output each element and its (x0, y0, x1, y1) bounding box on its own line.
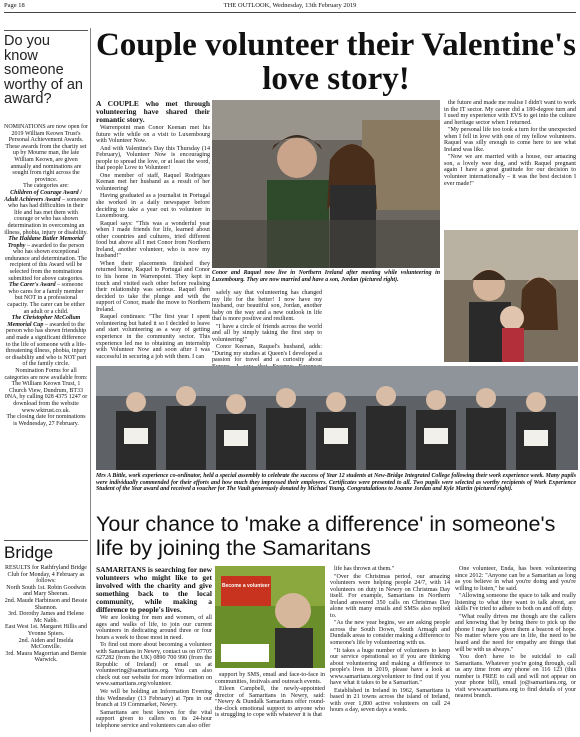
article-paragraph: Raquel says: "This was a wonderful year when I made friends for life, learned about other countries and cultures, tried different food but above all I met Conor from Northern Ireland, another volunteer, who is now my husband!" (96, 220, 210, 260)
article2-col3 (330, 566, 450, 736)
article-paragraph: Raquel continues: "The first year I spent volunteering but hated it so I decided to leave and start volunteering as a way of getting experience in the community sector. This experience led me to obtaining an internship with Volunteer Now and soon after I was successful in securing a job with them. I can (96, 314, 210, 360)
article1-col1 (96, 99, 210, 360)
article2-col2 (215, 672, 325, 736)
article-paragraph: the future and made me realise I didn't want to work in the IT sector. My career did a 180-degree turn and I used my experience with EVS to get into the culture and heritage sector when I returned. (444, 100, 576, 126)
article-paragraph: Eileen Campbell, the newly-appointed director of Samaritans in Newry, said: "Newry & Dundalk Samaritans offer round-the-clock emotional support to anyone who is struggling to cope with whatever it is that (215, 686, 325, 719)
bridge-result: 3rd. Dorothy James and Helene Mc Nabb. (8, 611, 84, 624)
awards-paragraph: The categories are: (23, 183, 69, 190)
poster-caption: Become a volunteer (222, 583, 270, 589)
awards-text (4, 124, 88, 427)
school-group-photo (96, 366, 578, 470)
masthead: THE OUTLOOK, Wednesday, 13th February 2019 (223, 2, 357, 9)
family-photo (444, 230, 578, 362)
article-paragraph: We will be holding an Information Evening this Wednesday (13 February) at 7pm in our branch at 19 Cornmarket, Newry. (96, 689, 212, 709)
article-paragraph: Established in Ireland in 1962, Samaritans is based in 21 towns across the island of Ireland, with over 1,800 active volunteers on call 24 hours a day, seven days a week. (330, 687, 450, 714)
article-paragraph: Samaritans are best known for the vital support given to callers on its 24-hour telephone service and volunteers can also offer (96, 709, 212, 729)
bridge-result: 2nd. Maude Harbinson and Bessie Shannon. (4, 597, 88, 611)
article1-col2 (212, 290, 322, 362)
article1-col3 (444, 100, 576, 228)
article1-lead: A COUPLE who met through volunteering have shared their romantic story. (96, 99, 210, 124)
article-paragraph: "Now we are married with a house, our amazing son, a lovely wee dog, and with Raquel pregnant again I have a great gratitude for our decision to volunteer internationally – it was the best decision I ever made!" (444, 154, 576, 187)
category-text: – someone who has had difficulties in their life and has met them with courage or who has shown determination in overcoming an illness, phobia, injury or disability. (4, 196, 88, 236)
sidebar-divider (90, 28, 91, 732)
bridge-result: 2nd. Aiden and Imelda McConville. (18, 637, 74, 651)
awards-paragraph: These awards from the charity set up by Mourne man, the late William Keown, are given annually and nominations are sought from right across the province. (5, 143, 87, 183)
article-paragraph: "It takes a huge number of volunteers to keep our service operational so if you are thinking about volunteering and making a difference to people's lives in 2019, please have a look at www.samaritans.org/volunteer to find out if you have what it takes to be a Samaritan." (330, 647, 450, 687)
closing-paragraph: Nomination Forms for all categories are now available from: (4, 367, 88, 381)
article2-col1 (96, 566, 212, 736)
closing-paragraph: The closing date for nominations is Wednesday, 27 February. (6, 414, 86, 427)
page-number: Page 18 (4, 2, 25, 9)
bridge-result: East West 1st. Margaret Hillis and Yvonne Spiers. (5, 624, 87, 637)
article-paragraph: support by SMS, email and face-to-face in communities, festivals and outreach events. (215, 672, 325, 685)
closing-paragraph: The William Keown Trust, 1 Church View, Dundrum, BT33 0NA, by calling 028 4375 1247 or download from the website www.wktrust.co.uk. (4, 381, 88, 414)
category-name: The Haldane Butler Memorial Trophy (7, 236, 84, 249)
sidebar-question: Do you know someone worthy of an award? (4, 33, 83, 107)
bridge-heading: Bridge (4, 543, 54, 562)
samaritans-poster (215, 566, 325, 668)
article-paragraph: When their placements finished they returned home, Raquel to Portugal and Conor to his home in Warrenpoint. They kept in touch and visited each other before realising their relationship was serious. Raquel then decided to take the plunge and with the support of Conor, made the move to Northern Ireland. (96, 260, 210, 313)
article-paragraph: One volunteer, Enda, has been volunteering since 2012: "Anyone can be a Samaritan as long as you believe in what you're doing and you're willing to listen," he said. (455, 566, 576, 592)
article-paragraph: And with Valentine's Day this Thursday (14 February), Volunteer Now is encouraging people to spread the love, or at least the word, that people Love to Volunteer! (96, 145, 210, 172)
article-paragraph: "As the new year begins, we are asking people across the South Down, South Armagh and Dundalk areas to consider making a difference to someone's life by volunteering with us. (330, 620, 450, 647)
article-paragraph: Warrenpoint man Conor Keenan met his future wife while on a visit to Luxembourg with Volunteer Now. (96, 125, 210, 145)
category-text: – awarded to the person who has shown exceptional endurance and determination. The recipient of this Award will be selected from the nominations submitted for above categories. (5, 242, 87, 282)
category-name: Children of Courage Award / Adult Achievers Award (4, 189, 82, 203)
article-paragraph: "I have a circle of friends across the world and all by simply taking the first step to volunteering!" (212, 323, 322, 343)
article1-headline: Couple volunteer their Valentine's love story! (95, 27, 577, 97)
article-paragraph: "Over the Christmas period, our amazing volunteers were helping people 24/7, with 14 volunteers on duty in Newry on Christmas Day itself. For example, Samaritans in Northern Ireland answered 350 calls on Christmas Day alone with many emails and SMSs also replied to. (330, 573, 450, 619)
page-header (0, 0, 580, 14)
bridge-result: 3rd. Maura Magorrian and Bernie Warwick. (5, 650, 87, 664)
bridge-intro: RESULTS for Rathfryland Bridge Club for Monday, 4 February as follows: (5, 565, 87, 585)
article-paragraph: "My personal life too took a turn for the unexpected when I fell in love with one of my fellow volunteers. Raquel was silly enough to come here to see what Ireland was like. (444, 127, 576, 153)
header-rule (4, 12, 576, 13)
article2-headline: Your chance to 'make a difference' in someone's life by joining the Samaritans (96, 512, 556, 560)
bridge-text (4, 565, 88, 664)
article-paragraph: "What really drives me though are the callers and knowing that by being there to pick up the phone I may have given them a beacon of hope. No matter where you are in life, the need to be heard and the need for empathy are things that will be with us always." (455, 613, 576, 653)
bridge-result: North South 1st. Robin Goodwin and Mary Sheeran. (6, 584, 86, 598)
awards-paragraph: NOMINATIONS are now open for 2019 William Keown Trust's Personal Achievement Awards. (4, 124, 88, 144)
article-paragraph: We are looking for men and women, of all ages and walks of life, to join our current volunteers in dedicating around three or four hours a week to those most in need. (96, 615, 212, 641)
article-paragraph: You don't have to be suicidal to call Samaritans. Whatever you're going through, call us any time from any phone on 116 123 (this number is FREE to call and will not appear on your phone bill), email jo@samaritans.org, or visit www.samaritans.org to find details of your nearest branch. (455, 654, 576, 700)
couple-photo (212, 100, 440, 268)
couple-photo-caption: Conor and Raquel now live in Northern Ireland after meeting while volunteering in Luxembourg. They are now married and have a son, Jordan (pictured right). (212, 270, 440, 283)
article-paragraph: To find out more about becoming a volunteer with Samaritans in Newry, contact us on 07705 627282 (from the UK) 0890 700 990 (from the Republic of Ireland) or email us at volunteering@samaritans.org. You can also check out our website for more information on www.samaritans.org/volunteer. (96, 642, 212, 688)
category-name: The Christopher McCollum Memorial Cup (7, 315, 81, 328)
article-paragraph: Conor Keenan, Raquel's husband, adds: "During my studies at Queen's I developed a passion for travel and a curiosity about (212, 344, 322, 364)
article-paragraph: life has thrown at them." (334, 566, 395, 572)
article-paragraph: Having graduated as a journalist in Portugal she worked in a daily newspaper before deciding to take a year out to volunteer in Luxembourg. (96, 193, 210, 220)
category-name: The Carer's Award (8, 282, 56, 289)
category-text: – someone who cares for a family member but NOT in a professional capacity. The carer can be either an adult or a child. (7, 282, 85, 315)
article-paragraph: safely say that volunteering has changed my life for the better! I now have my husband, our beautiful son, Jordan, another baby on the way and a new outlook in life that is more positive and resilient. (212, 290, 322, 323)
article-paragraph: "Allowing someone the space to talk and really listening to what they want to talk about, are skills I've tried to adhere to both on and off duty. (455, 593, 576, 613)
article2-lead: SAMARITANS is searching for new volunteers who might like to get involved with the charity and give something back to the local community, while making a difference to people's lives. (96, 565, 212, 614)
article2-col4 (455, 566, 576, 736)
sidebar-top-rule (4, 30, 88, 31)
bridge-rule (4, 540, 88, 541)
category-text: – awarded to the person who has shown friendship and made a significant difference to the life of someone with a life-threatening illness, phobia, injury or disability and who is NOT part of the family circle. (5, 321, 87, 368)
school-photo-caption: Mrs A Bittle, work experience co-ordinator, held a special assembly to celebrate the success of Year 12 students at New-Bridge Integrated College following their work experience week. Many pupils were individually commended for their efforts and how much they impressed their employers. Certificates were presented to all. Two pupils were selected as worthy recipients of Work Experience Student of the Year award and received a voucher for The Vault generously donated by Michael Young. Congratulations to Joanne Jordan and Kyle Martin (pictured right). (96, 473, 576, 493)
article-paragraph: One member of staff, Raquel Rodrigues Keenan met her husband as a result of her volunteering! (96, 172, 210, 192)
